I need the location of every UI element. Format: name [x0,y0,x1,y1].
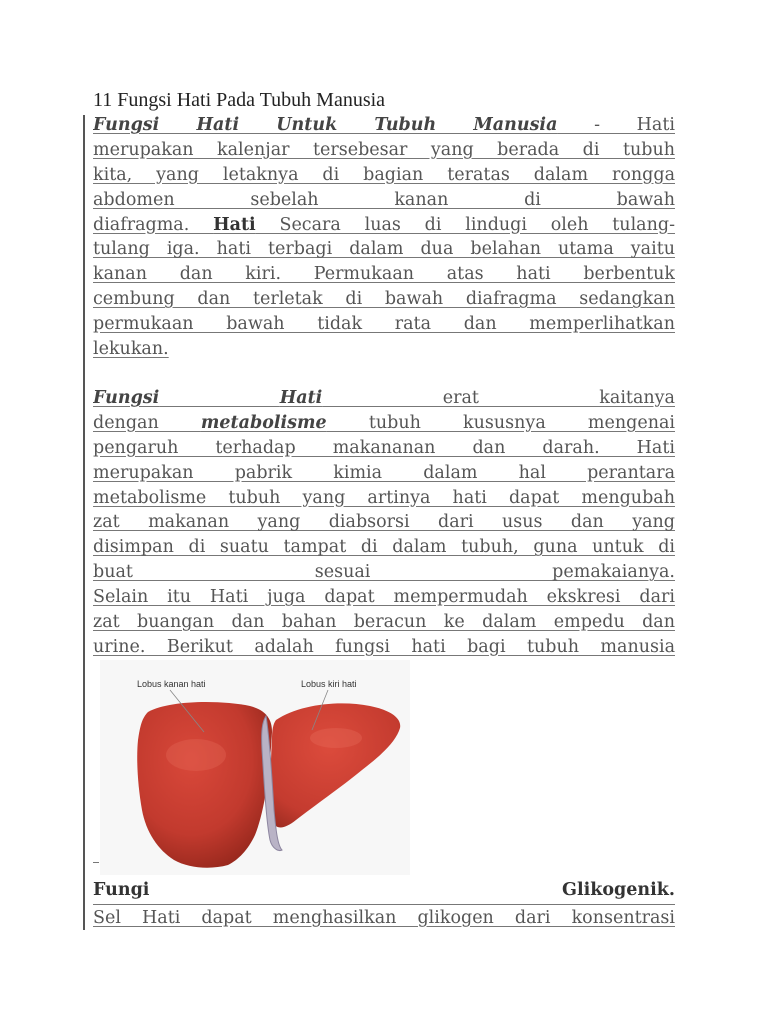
text-line: buat sesuai pemakaianya. [93,562,675,583]
text-segment: Secara luas di lindugi oleh tulang- [255,214,675,235]
text-line: abdomen sebelah kanan di bawah [93,189,675,210]
liver-drawing [100,660,410,875]
paragraph-glikogenik [93,906,675,931]
text-line: urine. Berikut adalah fungsi hati bagi tubuh manusia [93,636,675,657]
text-line: disimpan di suatu tampat di dalam tubuh, guna untuk di [93,537,675,558]
hati-link[interactable]: Hati [279,388,323,408]
section-heading [93,880,675,905]
document-title: 11 Fungsi Hati Pada Tubuh Manusia [93,89,386,111]
text-line: zat makanan yang diabsorsi dari usus dan yang [93,512,675,533]
bold-term: Hati [213,214,256,235]
text-line: Sel Hati dapat menghasilkan glikogen dari konsentrasi [93,908,675,928]
text-line: pengaruh terhadap makananan dan darah. Hati [93,437,675,458]
label-right-lobe: Lobus kanan hati [137,679,206,689]
text-line: zat buangan dan bahan beracun ke dalam empedu dan [93,612,675,633]
text-line: merupakan pabrik kimia dalam hal perantara [93,462,675,483]
text-line [93,386,675,411]
fungsi-link[interactable]: Fungsi [93,388,160,408]
text-segment: tubuh kususnya mengenai [326,412,675,433]
small-dash [93,862,99,863]
liver-illustration [100,660,410,875]
text-line: merupakan kalenjar tersebesar yang berada di tubuh [93,139,675,160]
paragraph-intro [93,113,675,362]
label-left-lobe: Lobus kiri hati [301,679,357,689]
left-lobe-shape [271,703,401,827]
metabolisme-link[interactable]: metabolisme [200,412,327,433]
text-line: metabolisme tubuh yang artinya hati dapat mengubah [93,487,675,508]
left-margin-rule [83,115,85,930]
text-segment: diafragma. [93,214,214,235]
text-line: permukaan bawah tidak rata dan memperlihatkan [93,314,675,335]
text-segment: - Hati [557,115,675,135]
text-segment: dengan [93,412,201,433]
text-line: lekukan. [93,339,169,360]
heading-right: Glikogenik. [562,880,675,900]
highlight [166,739,226,771]
text-line [93,213,675,238]
text-line [93,113,675,138]
text-line: cembung dan terletak di bawah diafragma sedangkan [93,289,675,310]
text-line: kanan dan kiri. Permukaan atas hati berbentuk [93,264,675,285]
text-line: kita, yang letaknya di bagian teratas dalam rongga [93,164,675,185]
text-line: Selain itu Hati juga dapat mempermudah ekskresi dari [93,587,675,608]
highlight [310,728,362,748]
text-line [93,411,675,436]
article-link[interactable]: Fungsi Hati Untuk Tubuh Manusia [93,115,558,135]
heading-left: Fungi [93,880,150,900]
paragraph-metabolism [93,386,675,660]
right-lobe-shape [137,702,272,868]
text-segment: erat kaitanya [322,388,675,408]
text-line: tulang iga. hati terbagi dalam dua belahan utama yaitu [93,239,675,260]
